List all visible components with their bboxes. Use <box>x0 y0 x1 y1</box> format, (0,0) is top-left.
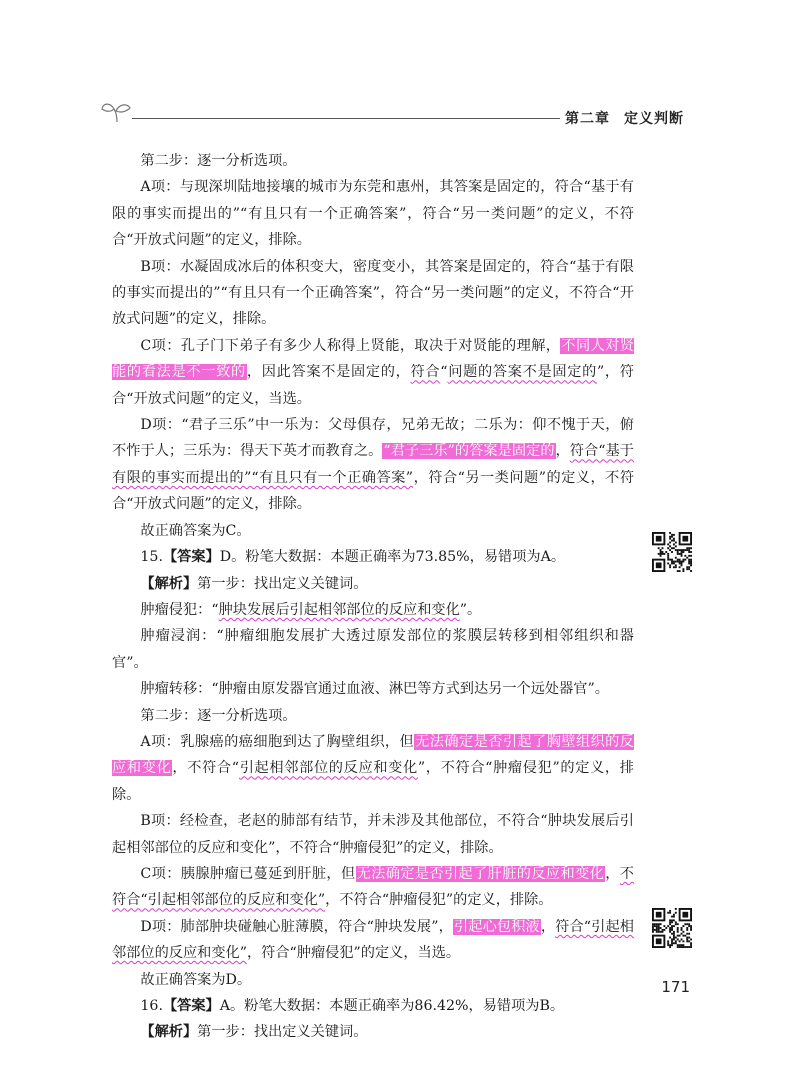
highlight: 引起心包积液 <box>453 918 540 935</box>
text-run: ，因此答案不是固定的， <box>246 364 411 381</box>
text-run: A。粉笔大数据：本题正确率为86.42%，易错项为B。 <box>219 998 565 1014</box>
highlight: 不同人对贤能的看法是不一致的 <box>112 337 634 381</box>
wavy-underline: 符合“基于有限的事实而提出的”“有且只有一个正确答案” <box>112 443 634 486</box>
text-run: ， <box>540 918 556 935</box>
text-run: 肿瘤浸润：“肿瘤细胞发展扩大透过原发部位的浆膜层转移到相邻组织和器官 <box>112 628 634 671</box>
qr-code-icon[interactable] <box>652 908 692 948</box>
highlight: “君子三乐”的答案是固定的 <box>383 443 555 460</box>
text-run: ，不符合“ <box>172 760 240 777</box>
question-number: 16. <box>140 998 163 1014</box>
text-run: C项：孔子门下弟子有多少人称得上贤能，取决于对贤能的理解， <box>140 337 561 354</box>
text-run: ，不符合“肿瘤侵犯”的定义，排除。 <box>325 892 553 909</box>
page-header <box>100 100 710 136</box>
text-run: ”。 <box>459 601 482 618</box>
text-run: D。粉笔大数据：本题正确率为73.85%，易错项为A。 <box>219 549 566 566</box>
paragraph <box>112 729 634 808</box>
qr-code-icon[interactable] <box>652 532 692 572</box>
text-run: ， <box>605 865 620 882</box>
highlight: 无法确定是否引起了肝脏的反应和变化 <box>356 865 605 882</box>
chapter-number: 第二章 <box>565 111 610 127</box>
text-run: 第一步：找出定义关键词。 <box>197 575 368 592</box>
text-run: A项：乳腺癌的癌细胞到达了胸壁组织，但 <box>140 733 415 750</box>
chapter-name: 定义判断 <box>624 111 684 127</box>
text-run: ， <box>555 443 570 460</box>
answer-label: 【答案】 <box>162 998 220 1014</box>
paragraph: B项：水凝固成冰后的体积变大，密度变小，其答案是固定的，符合“基于有限的事实而提出的”“有且只有一个正确答案”，符合“另一类问题”的定义，不符合“开放式问题”的定义，排除。 <box>112 258 634 328</box>
paragraph: B项：经检查，老赵的肺部有结节，并未涉及其他部位，不符合“肿块发展后引起相邻部位的反应和变化”，不符合“肿瘤侵犯”的定义，排除。 <box>112 813 634 856</box>
text-run: 肿瘤侵犯：“ <box>140 601 219 618</box>
text-run: 肿瘤转移：“肿瘤由原发器官通过血液、淋巴等方式到达另一个远处器官 <box>140 681 588 698</box>
chapter-title <box>565 108 684 128</box>
question-number: 15. <box>140 549 163 566</box>
analysis-label: 【解析】 <box>140 1024 198 1041</box>
text-run: ”，符合“开放式问题”的定义，当选。 <box>112 364 634 407</box>
wavy-underline: 符合 <box>410 364 441 381</box>
paragraph <box>112 412 634 518</box>
text-run: C项：胰腺肿瘤已蔓延到肝脏，但 <box>140 865 356 882</box>
paragraph: A项：与现深圳陆地接壤的城市为东莞和惠州，其答案是固定的，符合“基于有限的事实而提出的”“有且只有一个正确答案”，符合“另一类问题”的定义，不符合“开放式问题”的定义，排除。 <box>112 179 634 249</box>
wavy-underline: 肿块发展后引起相邻部位的反应和变化 <box>218 601 460 618</box>
paragraph: 第二步：逐一分析选项。 <box>140 153 297 169</box>
page-body <box>112 148 634 1046</box>
answer-label: 【答案】 <box>162 549 220 566</box>
paragraph <box>112 676 634 702</box>
paragraph <box>112 597 634 623</box>
wavy-underline: 符合“引起相邻部位的反应和变化” <box>112 918 634 962</box>
answer-line <box>112 544 634 570</box>
text-run: ，符合“另一类问题”的定义，不符合“开放式问题”的定义，排除。 <box>112 469 635 513</box>
paragraph <box>112 333 634 412</box>
text-run: 第一步：找出定义关键词。 <box>197 1024 368 1041</box>
analysis-line <box>112 1019 634 1045</box>
text-run: ”，不符合“肿瘤侵犯”的定义，排除。 <box>112 760 634 803</box>
header-rule <box>132 118 560 119</box>
paragraph <box>112 623 634 676</box>
wavy-underline: 问题的答案不是固定的 <box>447 364 597 381</box>
page-number: 171 <box>661 978 690 996</box>
text-run: D项：肺部肿块碰触心脏薄膜，符合“肿块发展”， <box>140 918 453 935</box>
wavy-underline: 引起相邻部位的反应和变化 <box>239 760 418 777</box>
paragraph <box>112 914 634 967</box>
text-run: ”。 <box>587 681 609 698</box>
text-run: ”。 <box>126 654 148 671</box>
paragraph: 第二步：逐一分析选项。 <box>140 707 297 724</box>
text-run: “ <box>440 364 448 381</box>
analysis-line <box>112 571 634 597</box>
text-run: ，符合“肿瘤侵犯”的定义，当选。 <box>246 945 461 962</box>
highlight: 无法确定是否引起了胸壁组织的反应和变化 <box>112 733 634 777</box>
leaf-sprout-icon <box>100 100 134 124</box>
paragraph: 故正确答案为C。 <box>140 522 251 539</box>
analysis-label: 【解析】 <box>140 575 198 592</box>
answer-line <box>112 993 634 1019</box>
paragraph: 故正确答案为D。 <box>140 971 252 988</box>
text-run: D项：“君子三乐”中一乐为：父母俱存，兄弟无故；二乐为：仰不愧于天，俯不怍于人；三乐为：得天下英才而教育之。 <box>112 417 634 460</box>
paragraph <box>112 861 634 914</box>
wavy-underline: 不符合“引起相邻部位的反应和变化” <box>112 865 634 909</box>
